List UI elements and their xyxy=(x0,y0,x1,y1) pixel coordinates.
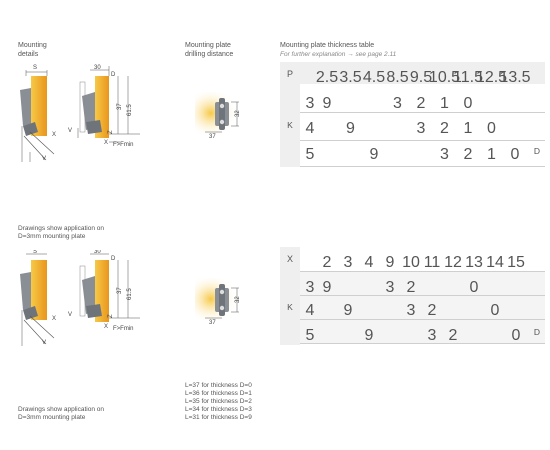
thickness-list-item: L=35 for thickness D=2 xyxy=(185,398,252,405)
row-k-value: 5 xyxy=(305,327,315,344)
thickness-table-2 xyxy=(280,247,545,345)
note-line: D=3mm mounting plate xyxy=(18,233,86,240)
table-cell: 9 xyxy=(346,120,355,137)
table-cell: 0 xyxy=(510,146,520,163)
label-fmin: F>Fmin xyxy=(113,142,134,148)
label-d: D xyxy=(111,72,116,78)
thickness-list-item: L=34 for thickness D=3 xyxy=(185,406,252,413)
column-header: 10 xyxy=(402,254,420,271)
table-cell: 0 xyxy=(487,120,496,137)
label-z: Z xyxy=(108,314,114,318)
row-k-value: 4 xyxy=(305,302,315,319)
table-cell: 2 xyxy=(440,120,449,137)
label-v2: V xyxy=(68,312,73,318)
column-header: 4.5 xyxy=(362,69,386,86)
label-s: S xyxy=(33,250,38,255)
label-615: 61.5 xyxy=(127,288,133,300)
label-z: Z xyxy=(108,130,114,134)
table-cell: 0 xyxy=(511,327,521,344)
column-header: 12 xyxy=(444,254,462,271)
table-cell: 9 xyxy=(322,279,332,296)
table-cell: 0 xyxy=(490,302,500,319)
label-s: S xyxy=(33,65,38,71)
table-cell: 3 xyxy=(385,279,395,296)
plate-label-37: 37 xyxy=(209,134,216,140)
k-axis-label: K xyxy=(287,302,293,312)
table-cell: 1 xyxy=(440,95,449,112)
d-axis-label: D xyxy=(533,146,541,156)
side-view-right xyxy=(68,250,140,332)
table-cell: 2 xyxy=(427,302,437,319)
header-line: Mounting plate thickness table xyxy=(280,42,375,49)
column-header: 13 xyxy=(465,254,483,271)
row-rule xyxy=(300,295,545,296)
d-axis-label: D xyxy=(533,327,541,337)
label-v: V xyxy=(42,340,47,346)
table-cell: 9 xyxy=(343,302,353,319)
column-header: 11.5 xyxy=(453,69,483,86)
table-cell: 3 xyxy=(393,95,402,112)
label-x: X xyxy=(52,316,57,322)
thickness-list-item: L=36 for thickness D=1 xyxy=(185,390,252,397)
table-cell: 9 xyxy=(364,327,374,344)
table-corner-label: P xyxy=(286,69,294,79)
column-header: 2.5 xyxy=(315,69,339,86)
k-axis-label: K xyxy=(287,120,293,130)
thickness-table-1 xyxy=(280,62,545,167)
header-line: Mounting xyxy=(18,42,47,49)
row-rule xyxy=(300,166,545,167)
row-k-value: 3 xyxy=(305,279,315,296)
column-header: 13.5 xyxy=(499,69,531,86)
label-v: V xyxy=(42,156,47,162)
note-line: D=3mm mounting plate xyxy=(18,414,86,421)
row-k-value: 3 xyxy=(305,95,315,112)
thickness-list xyxy=(185,382,252,422)
row-k-value: 5 xyxy=(305,146,315,163)
column-header: 9 xyxy=(385,254,395,271)
table-corner-label: X xyxy=(286,254,294,264)
header-line: drilling distance xyxy=(185,51,234,58)
table-cell: 2 xyxy=(448,327,458,344)
column-header: 12.5 xyxy=(475,69,508,86)
table-cell: 9 xyxy=(322,95,332,112)
label-d: D xyxy=(111,256,116,262)
row-rule xyxy=(300,343,545,344)
mounting-drawing-2 xyxy=(10,250,180,360)
label-v2: V xyxy=(68,128,73,134)
drilling-distance-header xyxy=(185,41,233,59)
label-x: X xyxy=(52,132,57,138)
label-30: 30 xyxy=(94,65,101,71)
row-rule xyxy=(300,140,545,141)
column-header: 11 xyxy=(423,254,441,271)
table-cell: 3 xyxy=(416,120,426,137)
application-note-2 xyxy=(18,406,104,422)
table-cell: 3 xyxy=(406,302,416,319)
plate-label-32: 32 xyxy=(235,110,241,117)
header-line: details xyxy=(18,51,39,58)
thickness-list-item: L=37 for thickness D=0 xyxy=(185,382,252,389)
mounting-plate-drawing-2 xyxy=(195,278,265,328)
mounting-details-header xyxy=(18,41,47,59)
row-rule xyxy=(300,319,545,320)
body-shade xyxy=(300,271,545,343)
plate-label-32: 32 xyxy=(235,296,241,303)
table-cell: 0 xyxy=(463,95,473,112)
label-30: 30 xyxy=(94,250,101,255)
column-header: 2 xyxy=(322,254,332,271)
column-header: 14 xyxy=(486,254,504,271)
label-37: 37 xyxy=(117,103,123,110)
side-view-left xyxy=(20,65,56,162)
table-cell: 1 xyxy=(463,120,473,137)
column-header: 9.5 xyxy=(409,69,433,86)
application-note-1 xyxy=(18,225,104,241)
table-cell: 1 xyxy=(487,146,496,163)
note-line: Drawings show application on xyxy=(18,406,104,413)
column-header: 4 xyxy=(364,254,374,271)
header-line: Mounting plate xyxy=(185,42,231,49)
note-line: Drawings show application on xyxy=(18,225,104,232)
label-37: 37 xyxy=(117,287,123,294)
mounting-drawing-1 xyxy=(10,62,180,172)
column-header: 15 xyxy=(507,254,525,271)
label-x2: X xyxy=(104,324,109,330)
table-cell: 3 xyxy=(440,146,449,163)
column-header: 3 xyxy=(343,254,353,271)
side-view-left xyxy=(20,250,56,346)
thickness-list-item: L=31 for thickness D=9 xyxy=(185,414,252,421)
thickness-table-header xyxy=(280,41,396,59)
label-615: 61.5 xyxy=(127,104,133,116)
label-x2: X xyxy=(104,140,109,146)
table-cell: 9 xyxy=(369,146,379,163)
column-header: 8.5 xyxy=(386,69,409,86)
column-header: 10.5 xyxy=(428,69,461,86)
column-header: 3.5 xyxy=(339,69,362,86)
table-cell: 3 xyxy=(427,327,437,344)
table-cell: 2 xyxy=(463,146,473,163)
further-explanation-link-text: For further explanation → see page 2.11 xyxy=(280,51,397,58)
table-cell: 0 xyxy=(469,279,479,296)
label-fmin: F>Fmin xyxy=(113,326,134,332)
mounting-plate-drawing-1 xyxy=(195,92,265,142)
table-cell: 2 xyxy=(416,95,426,112)
row-k-value: 4 xyxy=(305,120,315,137)
table-cell: 2 xyxy=(406,279,416,296)
side-view-right xyxy=(68,65,140,148)
plate-label-37: 37 xyxy=(209,320,216,326)
